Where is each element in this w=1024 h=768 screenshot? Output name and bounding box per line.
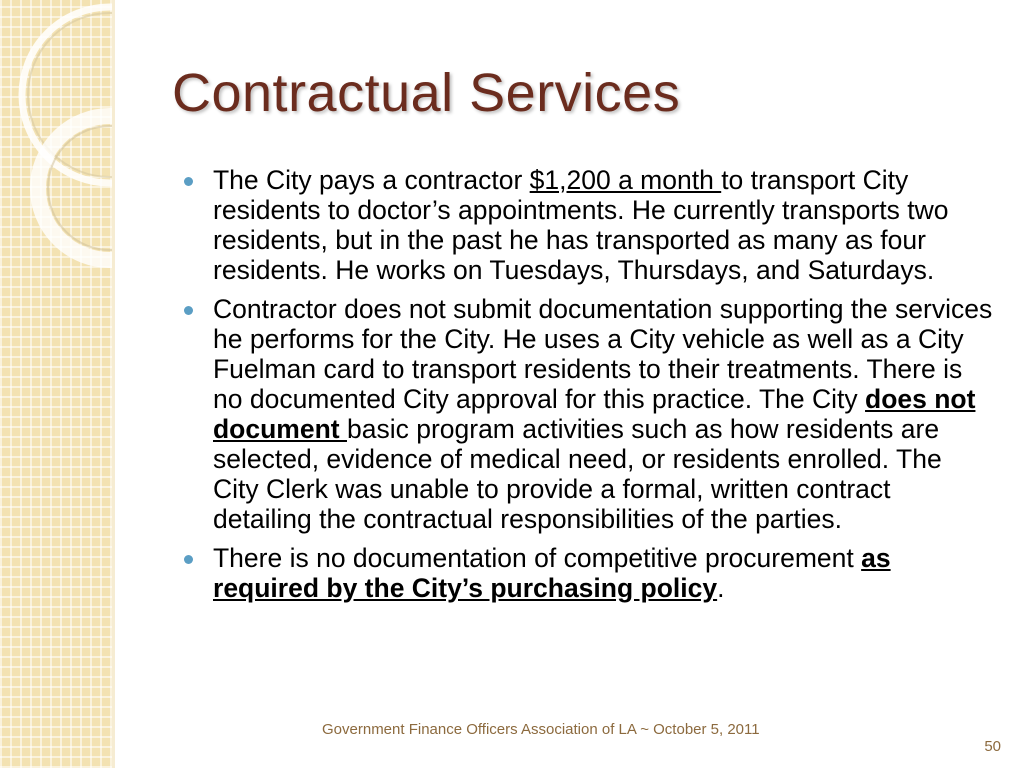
bullet-text-bold-underlined: as required by the City’s purchasing policy	[213, 543, 891, 603]
bullet-item	[184, 165, 994, 285]
bullet-text-part: There is no documentation of competitive procurement	[213, 543, 862, 573]
bullet-item	[184, 294, 994, 534]
bullet-item	[184, 543, 994, 603]
decorative-rings-icon	[0, 0, 112, 768]
decorative-side-strip	[0, 0, 113, 768]
bullet-dot-icon	[184, 177, 193, 186]
bullet-dot-icon	[184, 555, 193, 564]
slide-footer: Government Finance Officers Association of LA ~ October 5, 2011	[322, 721, 760, 738]
bullet-text-part: Contractor does not submit documentation supporting the services he performs for the City. He uses a City vehicle as well as a City Fuelman card to transport residents to their treatments. There is no documented City approval for this practice. The City	[213, 294, 993, 414]
bullet-list	[184, 165, 994, 612]
bullet-text-underlined: $1,200 a month	[529, 165, 722, 195]
bullet-text-part: The City pays a contractor	[213, 165, 530, 195]
bullet-text-part: to transport City residents to doctor’s appointments. He currently transports two residents, but in the past he has transported as many as four residents. He works on Tuesdays, Thursdays, and Saturdays.	[213, 165, 949, 285]
strip-edge-divider	[112, 0, 115, 768]
bullet-text-bold-underlined: does not document	[213, 384, 976, 444]
bullet-text-part: .	[717, 573, 725, 603]
slide-title: Contractual Services	[172, 63, 681, 123]
bullet-dot-icon	[184, 306, 193, 315]
bullet-text-part: basic program activities such as how residents are selected, evidence of medical need, or residents enrolled. The City Clerk was unable to provide a formal, written contract detailing the contractual responsibilities of the parties.	[213, 414, 942, 534]
page-number: 50	[984, 738, 1001, 755]
